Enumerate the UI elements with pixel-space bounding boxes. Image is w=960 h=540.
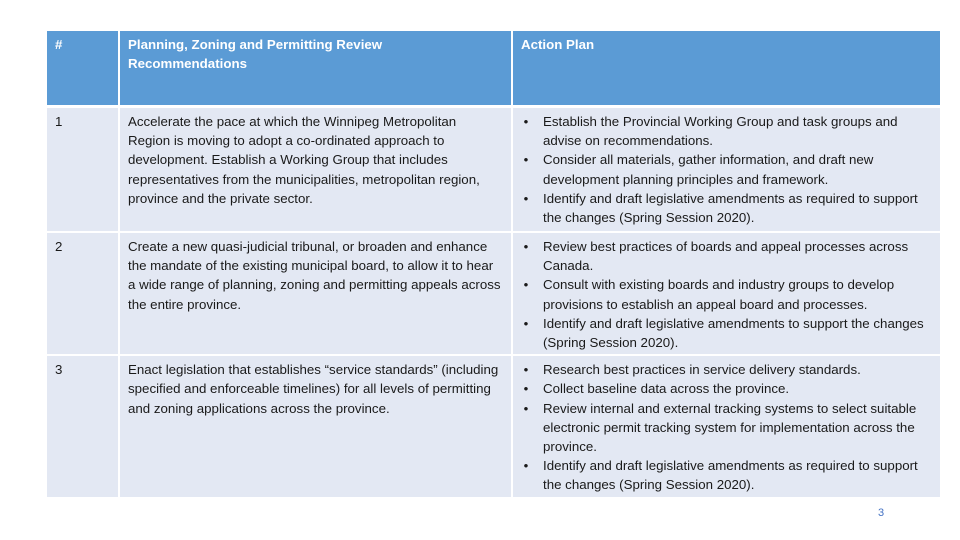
bullet: • — [523, 190, 529, 206]
action-item — [521, 112, 932, 150]
action-text: Review best practices of boards and appeal processes across Canada. — [543, 239, 909, 274]
bullet: • — [523, 381, 529, 397]
action-text: Consider all materials, gather information, and draft new development planning principles and framework. — [543, 152, 874, 187]
recommendations-table — [47, 31, 940, 499]
header-action-plan: Action Plan — [513, 31, 940, 108]
action-item — [521, 275, 932, 313]
action-text: Identify and draft legislative amendments as required to support the changes (Spring Session 2020). — [543, 190, 918, 226]
action-list — [521, 237, 932, 352]
action-plan-cell — [513, 356, 940, 498]
table-row — [47, 108, 940, 233]
action-item — [521, 360, 932, 379]
table-row — [47, 233, 940, 356]
header-recommendations: Planning, Zoning and Permitting Review Recommendations — [120, 31, 513, 108]
action-item — [521, 314, 932, 352]
bullet: • — [523, 458, 529, 474]
bullet: • — [523, 315, 529, 331]
action-item — [521, 456, 932, 494]
action-item — [521, 189, 932, 227]
bullet: • — [523, 152, 529, 168]
bullet: • — [523, 400, 529, 416]
action-item — [521, 237, 932, 275]
bullet: • — [523, 362, 529, 378]
action-plan-cell — [513, 108, 940, 233]
action-list — [521, 360, 932, 494]
action-text: Establish the Provincial Working Group and task groups and advise on recommendations. — [543, 114, 898, 149]
recommendation-text: Accelerate the pace at which the Winnipeg Metropolitan Region is moving to adopt a co-ordinated approach to development. Establish a Working Group that includes representatives from the municipalities, metropolitan region, province and the private sector. — [120, 108, 513, 233]
bullet: • — [523, 277, 529, 293]
bullet: • — [523, 114, 529, 129]
action-plan-cell — [513, 233, 940, 356]
row-number: 2 — [47, 233, 120, 356]
action-item — [521, 379, 932, 398]
action-item — [521, 150, 932, 188]
table-header-row — [47, 31, 940, 108]
row-number: 1 — [47, 108, 120, 233]
action-text: Research best practices in service delivery standards. — [543, 362, 861, 378]
action-text: Review internal and external tracking systems to select suitable electronic permit tracking system for implementation across the province. — [543, 400, 917, 455]
action-item — [521, 399, 932, 457]
action-list — [521, 112, 932, 227]
page-number: 3 — [878, 507, 885, 519]
recommendation-text: Enact legislation that establishes “service standards” (including specified and enforceable timelines) for all levels of permitting and zoning applications across the province. — [120, 356, 513, 498]
action-text: Identify and draft legislative amendments to support the changes (Spring Session 2020). — [543, 315, 924, 351]
action-text: Consult with existing boards and industry groups to develop provisions to establish an appeal board and processes. — [543, 277, 895, 312]
table-row — [47, 356, 940, 498]
bullet: • — [523, 239, 529, 254]
action-text: Collect baseline data across the province. — [543, 381, 790, 397]
header-number: # — [47, 31, 120, 108]
recommendation-text: Create a new quasi-judicial tribunal, or broaden and enhance the mandate of the existing municipal board, to allow it to hear a wide range of planning, zoning and permitting appeals across the entire province. — [120, 233, 513, 356]
row-number: 3 — [47, 356, 120, 498]
action-text: Identify and draft legislative amendments as required to support the changes (Spring Session 2020). — [543, 458, 918, 493]
